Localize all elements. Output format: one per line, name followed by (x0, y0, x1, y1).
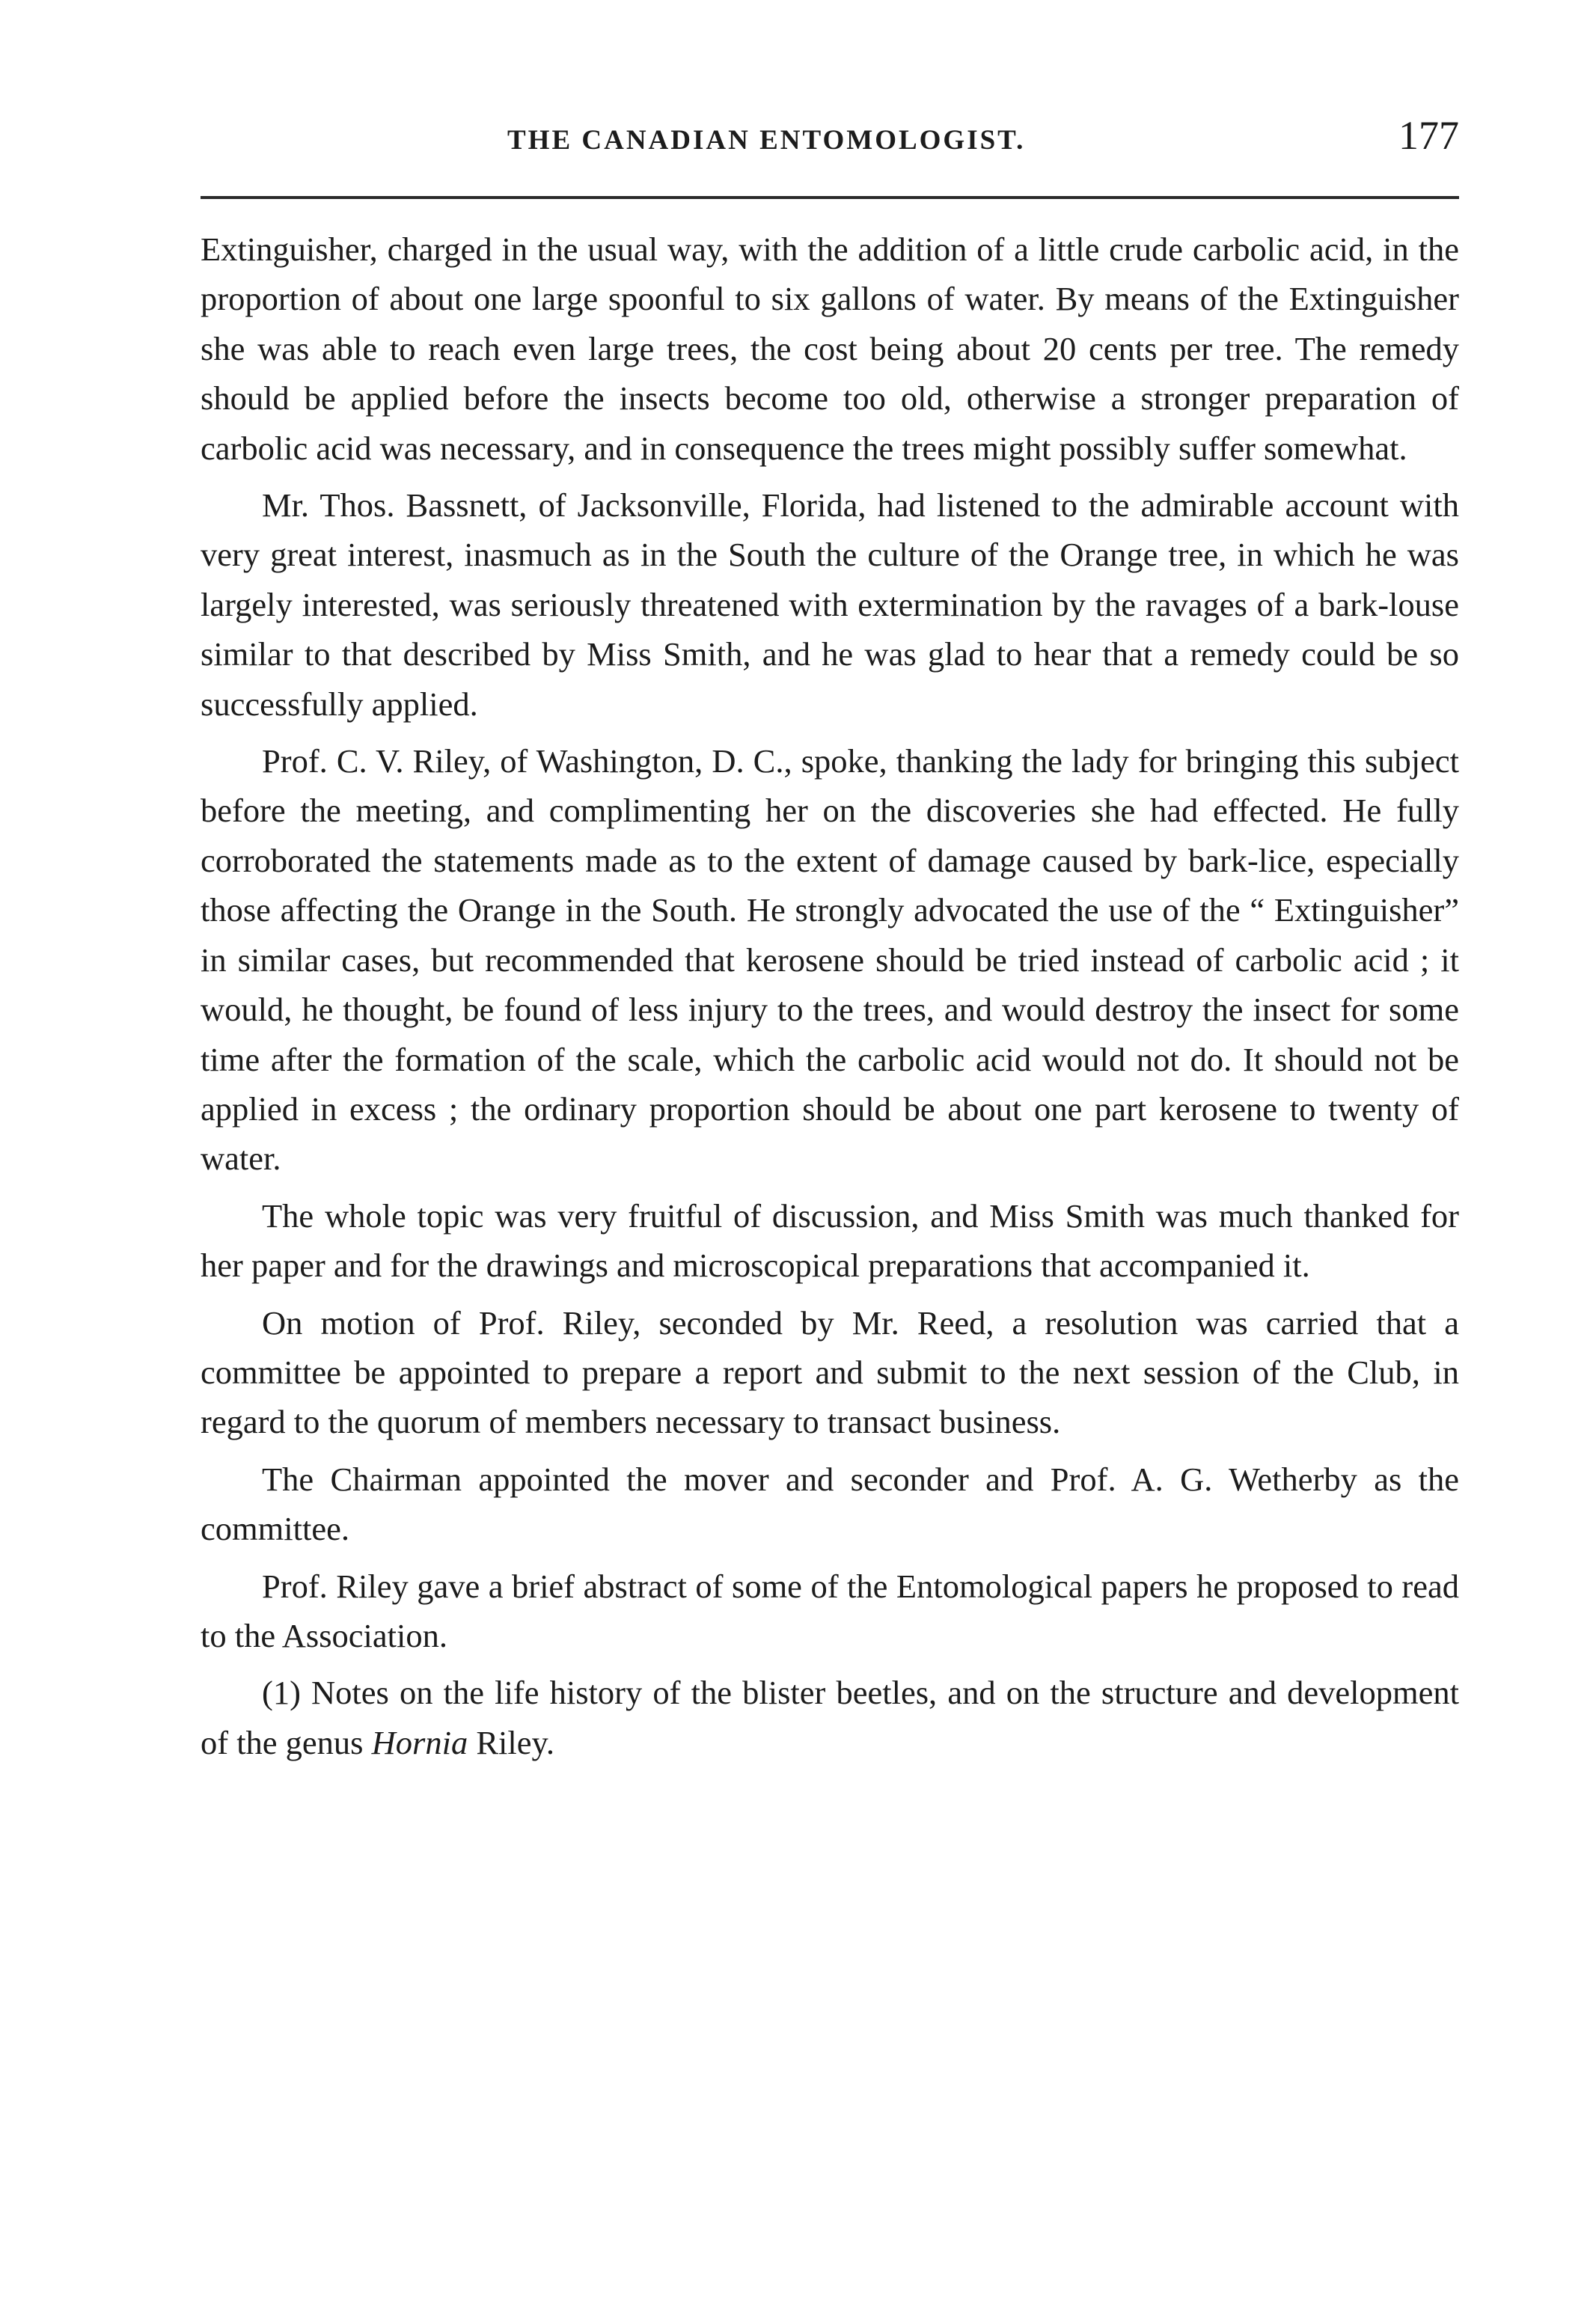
body-text (201, 224, 1459, 1775)
paragraph-bassnett: Mr. Thos. Bassnett, of Jacksonville, Florida, had listened to the admirable account with very great interest, inasmuch as in the South the culture of the Orange tree, in which he was largely interested, was seriously threatened with extermination by the ravages of a bark-louse similar to that described by Miss Smith, and he was glad to hear that a remedy could be so successfully applied. (201, 486, 1459, 723)
running-title: THE CANADIAN ENTOMOLOGIST. (507, 125, 1026, 156)
paragraph-continued: Extinguisher, charged in the usual way, with the addition of a little crude carbolic acid, in the proportion of about one large spoonful to six gallons of water. By means of the Extinguisher she was able to reach even large trees, the cost being about 20 cents per tree. The remedy should be applied before the insects become too old, otherwise a stronger preparation of carbolic acid was necessary, and in consequence the trees might possibly suffer somewhat. (201, 230, 1459, 467)
paragraph-resolution: On motion of Prof. Riley, seconded by Mr. Reed, a resolution was carried that a committee be appointed to prepare a report and submit to the next session of the Club, in regard to the quorum of members necessary to transact business. (201, 1303, 1459, 1441)
paragraph-note-1 (201, 1668, 1459, 1767)
paragraph-abstract: Prof. Riley gave a brief abstract of some of the Entomological papers he proposed to read to the Association. (201, 1567, 1459, 1654)
page-number: 177 (1398, 113, 1459, 158)
paragraph-discussion: The whole topic was very fruitful of discussion, and Miss Smith was much thanked for her paper and for the drawings and microscopical preparations that accompanied it. (201, 1196, 1459, 1285)
genus-name: Hornia (371, 1723, 468, 1761)
note-1-text: (1) Notes on the life history of the blister beetles, and on the structure and development of the genus (201, 1674, 1459, 1761)
header-rule (201, 196, 1459, 199)
paragraph-riley-remarks: Prof. C. V. Riley, of Washington, D. C., spoke, thanking the lady for bringing this subject before the meeting, and complimenting her on the discoveries she had effected. He fully corroborated the statements made as to the extent of damage caused by bark-lice, especially those affecting the Orange in the South. He strongly advocated the use of the “ Extinguisher” in similar cases, but recommended that kerosene should be tried instead of carbolic acid ; it would, he thought, be found of less injury to the trees, and would destroy the insect for some time after the formation of the scale, which the carbolic acid would not do. It should not be applied in excess ; the ordinary proportion should be about one part kerosene to twenty of water. (201, 742, 1459, 1178)
page (201, 112, 1459, 1761)
paragraph-committee: The Chairman appointed the mover and seconder and Prof. A. G. Wetherby as the committee. (201, 1460, 1459, 1548)
page-header (201, 112, 1459, 172)
note-1-author: Riley. (468, 1723, 554, 1761)
